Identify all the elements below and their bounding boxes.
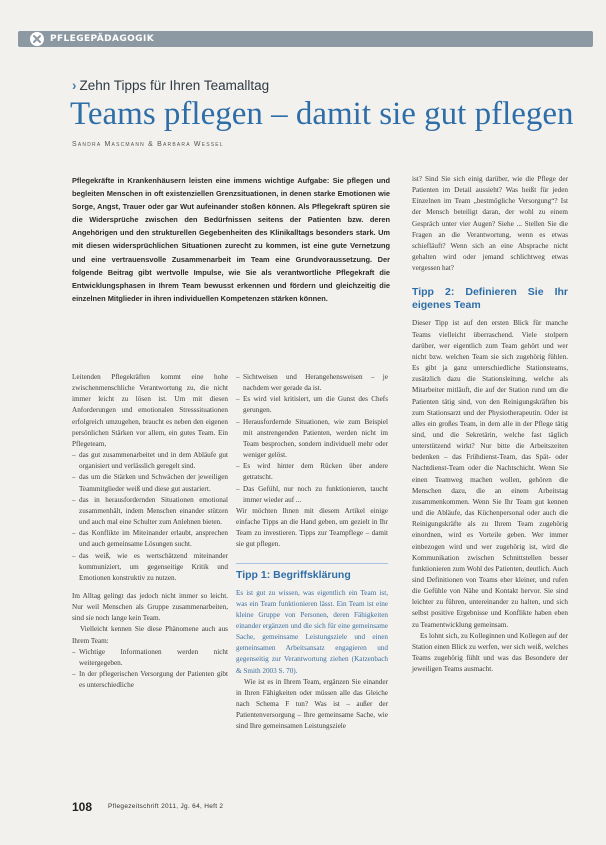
body-paragraph: ist? Sind Sie sich einig darüber, wie die Pflege der Patienten im Detail aussieht? Was heißt für jeden Einzelnen im Team „bestmögliche Versorgung“? Ist der Mensch beteiligt daran, der wohl zu einem Gespräch unter vier Augen? Siehe ... Stellen Sie die Fragen an die Verantwortung, wenn es etwas schiefläuft? Wenn sich an eine Absprache nicht gehalten wird oder jemand schlichtweg etwas vergessen hat? [412, 175, 568, 273]
body-paragraph: Es lohnt sich, zu Kolleginnen und Kollegen auf der Station einen Blick zu werfen, wer sich weiß, welches Teams zugehörig fühlt und was das Besondere der jeweiligen Teams ausmacht. [412, 631, 568, 674]
kicker-text: Zehn Tipps für Ihren Teamalltag [79, 78, 270, 93]
list-item: – Wichtige Informationen werden nicht weitergegeben. [79, 647, 228, 669]
list-item: – das in herausfordernden Situationen emotional zusammenhält, indem Menschen einander stützen und auch mal eine Schulter zum Anlehnen bieten. [79, 495, 228, 528]
body-column-1 [72, 372, 228, 691]
article-lead: Pflegekräfte in Krankenhäusern leisten eine immens wichtige Aufgabe: Sie pflegen und begleiten Menschen in oft existenziellen Grenzsituationen, in denen starke Emotionen wie Sorge, Angst, Trauer oder gar Wut aufeinander stoßen können. Als Pflegekraft spüren sie die Widersprüche zwischen den Bedürfnissen seitens der Patienten bzw. deren Angehörigen und den strukturellen Gegebenheiten des Klinikalltags besonders stark. Um mit diesen widersprüchlichen Situationen zurecht zu kommen, ist eine gute Vernetzung und eine vertrauensvolle Zusammenarbeit im Team eine Grundvoraussetzung. Der folgende Beitrag gibt wertvolle Impulse, wie Sie als verantwortliche Pflegekraft die Entwicklungsphasen in Ihrem Team bewusst erkennen und fördern und gleichzeitig die einzelnen Mitglieder in ihren individuellen Kompetenzen stärken können. [72, 176, 390, 303]
body-paragraph: Wir möchten Ihnen mit diesem Artikel einige einfache Tipps an die Hand geben, um gezielt in Ihr Team zu investieren. Tipps zur Teampflege – damit sie gut pflegen. [236, 506, 388, 549]
list-item: – Es wird hinter dem Rücken über andere getratscht. [243, 461, 388, 483]
circle-logo-icon [30, 32, 44, 46]
body-paragraph: Vielleicht kennen Sie diese Phänomene auch aus Ihrem Team: [72, 625, 228, 645]
arrow-right-icon: › [72, 78, 77, 93]
list-item: – das um die Stärken und Schwächen der jeweiligen Teammitglieder weiß und diese gut austariert. [79, 472, 228, 494]
body-column-3 [412, 174, 568, 675]
tip-2-heading: Tipp 2: Definieren Sie Ihr eigenes Team [412, 286, 568, 312]
page-number: 108 [72, 800, 93, 814]
bullet-list [72, 450, 228, 584]
list-item: – Das Gefühl, nur noch zu funktionieren, taucht immer wieder auf ... [243, 484, 388, 506]
body-paragraph: Leitenden Pflegekräften kommt eine hohe zwischenmenschliche Verantwortung zu, die nicht immer leicht zu lösen ist. Um mit diesen Anforderungen und emotionalen Stresssituationen erfolgreich umzugehen, braucht es neben den eigenen persönlichen Stärken vor allem, ein gutes Team. Ein Pflegeteam, [72, 373, 228, 448]
list-item: – das Konflikte im Miteinander erlaubt, ansprechen und auch gemeinsame Lösungen sucht. [79, 528, 228, 550]
article-authors: Sandra Mascmann & Barbara Wessel [72, 141, 224, 148]
article-kicker [72, 78, 269, 93]
definition-paragraph: Es ist gut zu wissen, was eigentlich ein Team ist, was ein Team funktionieren lässt. Ein Team ist eine kleine Gruppe von Personen, deren Fähigkeiten einander ergänzen und die sich für eine gemeinsame Sache, gemeinsame Leistungsziele und einen gemeinsamen Arbeitsansatz engagieren und gegenseitig zur Verantwortung ziehen (Katzenbach & Smith 2003 S. 70). [236, 588, 388, 675]
body-paragraph: Wie ist es in Ihrem Team, ergänzen Sie einander in Ihren Fähigkeiten oder müssen alle das Gleiche nach Schema F tun? Was ist – außer der Patientenversorgung – Ihre gemeinsame Sache, wie sind Ihre gemeinsamen Leistungsziele [236, 677, 388, 731]
list-item: – Herausfordernde Situationen, wie zum Beispiel mit anstrengenden Patienten, werden nicht im Team besprochen, sondern individuell mehr oder weniger gelöst. [243, 417, 388, 462]
bullet-list [72, 647, 228, 692]
section-label: PFLEGEPÄDAGOGIK [50, 34, 155, 44]
body-paragraph: Dieser Tipp ist auf den ersten Blick für manche Teams vielleicht überraschend. Viele stolpern darüber, wer eigentlich zum Team gehört und wer nicht bzw. welchen Team sie sich zugehörig fühlen. Es gibt ja ganz unterschiedliche Stationsteams, zusätzlich dazu die Stationsleitung, welche als Mitarbeiter mitläuft, die auf der Station rund um die Patienten tätig sind, von den Reinigungskräften bis zum Stationsarzt und der Physiotherapeutin. Oder ist alles ein großes Team, in dem alle in der Pflege tätig sind, und die Sekretärin, welche fast täglich unterstützend wirkt? Nur bitte die Arbeitszeiten bedenken – das Frühdienst-Team, das Spät- oder Nachtdienst-Team oder die Nachtschicht. Wenn Sie einen Teamweg machen wollen, gehören die Menschen dazu, die an einem Arbeitstag zusammenkommen. Wenn Sie Ihr Team gut kennen und die Abläufe, das Küchenpersonal oder auch die Reinigungskräfte als zu Ihrem Team zugehörig einordnen, wird es Vorteile geben. Wer immer einbezogen wird und wer zugehörig ist, wird die Kommunikation zwischen Schnittstellen besser funktionieren zum Wohl des Patienten, deutlich. Auch sind Definitionen von Teams eher kleiner, und rufen die Gefühle von Nähe und Kontakt hervor. Sie sind leichter zu führen, untereinander zu halten, und sich selbst positive Ergebnisse und Konflikte haben eben zu Teamentwicklung gemeinsam. [412, 319, 568, 629]
body-column-2 [236, 372, 388, 733]
list-item: – Sichtweisen und Herangehensweisen – je nachdem wer gerade da ist. [243, 372, 388, 394]
list-item: – das weiß, wie es wertschätzend miteinander kommuniziert, um gegenseitige Kritik und Emotionen konstruktiv zu nutzen. [79, 551, 228, 584]
journal-reference: Pflegezeitschrift 2011, Jg. 64, Heft 2 [108, 803, 224, 810]
bullet-list [236, 372, 388, 506]
list-item: – das gut zusammenarbeitet und in dem Abläufe gut organisiert und verlässlich geregelt sind. [79, 450, 228, 472]
list-item: – Es wird viel kritisiert, um die Gunst des Chefs gerungen. [243, 394, 388, 416]
body-paragraph: Im Alltag gelingt das jedoch nicht immer so leicht. Nur weil Menschen als Gruppe zusammenarbeiten, sind sie noch lange kein Team. [72, 591, 228, 623]
list-item: – In der pflegerischen Versorgung der Patienten gibt es unterschiedliche [79, 669, 228, 691]
tip-1-heading: Tipp 1: Begriffsklärung [236, 563, 388, 582]
article-title: Teams pflegen – damit sie gut pflegen [70, 96, 574, 132]
